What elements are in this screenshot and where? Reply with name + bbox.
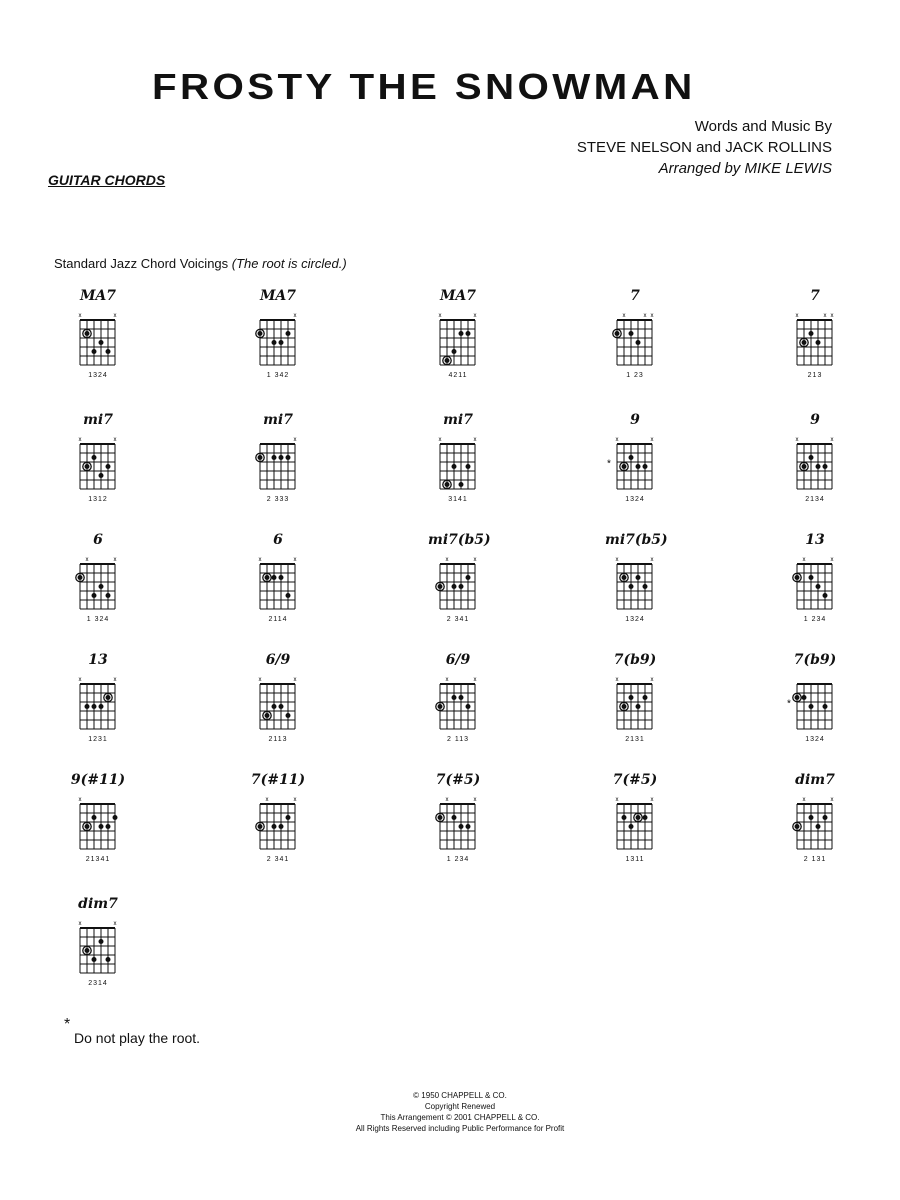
finger-dot [92,455,97,460]
finger-dot [809,455,814,460]
mute-mark: x [473,313,477,319]
mute-mark: x [258,677,262,683]
chord-name: 6 [93,532,103,548]
finger-dot [636,575,641,580]
finger-dot [816,340,821,345]
finger-dot [272,455,277,460]
chord-name: mi7 [263,412,293,428]
mute-mark: x [615,797,619,803]
fingering: 2 341 [266,856,290,863]
finger-dot [258,824,263,829]
mute-mark: x [473,437,477,443]
chord-name: 7(#11) [250,772,306,788]
finger-dot [85,331,90,336]
no-root-asterisk: * [607,458,611,470]
finger-dot [279,824,284,829]
fretboard-grid [605,672,667,736]
mute-mark: x [650,797,654,803]
finger-dot [99,340,104,345]
finger-dot [622,464,627,469]
chord-name: 6/9 [445,652,471,668]
fretboard-grid [428,308,490,372]
finger-dot [816,464,821,469]
finger-dot [802,340,807,345]
finger-dot [466,331,471,336]
composers: STEVE NELSON and JACK ROLLINS [576,139,832,156]
fretboard-grid [428,552,490,616]
fretboard-grid [605,308,667,372]
finger-dot [258,331,263,336]
chord-name: 13 [88,652,108,668]
finger-dot [823,593,828,598]
finger-dot [279,704,284,709]
finger-dot [629,331,634,336]
chord-name: 7 [810,288,820,304]
finger-dot [258,455,263,460]
finger-dot [636,340,641,345]
fretboard-grid [785,432,847,496]
fretboard-grid [785,308,847,372]
fingering: 1 324 [86,616,110,623]
mute-mark: x [622,313,626,319]
finger-dot [438,584,443,589]
finger-dot [636,464,641,469]
finger-dot [279,340,284,345]
mute-mark: x [802,797,806,803]
finger-dot [452,815,457,820]
fretboard-grid [248,552,310,616]
fingering: 2 341 [446,616,470,623]
finger-dot [113,815,118,820]
no-root-asterisk: * [787,698,791,710]
chord-name: dim7 [78,896,118,912]
finger-dot [92,815,97,820]
mute-mark: x [78,797,82,803]
finger-dot [99,473,104,478]
fretboard-grid [605,792,667,856]
fingering: 1231 [88,736,108,743]
mute-mark: x [438,437,442,443]
fretboard-grid [785,672,847,736]
copyright [250,1090,670,1134]
mute-mark: x [78,313,82,319]
mute-mark: x [473,797,477,803]
chord-name: 13 [805,532,825,548]
section-heading: GUITAR CHORDS [48,172,166,188]
fretboard-grid [248,792,310,856]
mute-mark: x [78,677,82,683]
song-title: FROSTY THE SNOWMAN [152,66,696,107]
finger-dot [286,331,291,336]
mute-mark: x [258,557,262,563]
mute-mark: x [795,313,799,319]
fretboard-grid [605,552,667,616]
fretboard-grid [428,432,490,496]
fingering: 1311 [625,856,645,863]
finger-dot [809,704,814,709]
fingering: 1312 [88,496,108,503]
fretboard-grid [248,432,310,496]
finger-dot [809,815,814,820]
fingering: 2 113 [447,736,469,743]
fingering: 21341 [85,856,111,863]
intro-main: Standard Jazz Chord Voicings [54,256,232,271]
fretboard-grid [68,916,130,980]
finger-dot [466,575,471,580]
finger-dot [452,584,457,589]
finger-dot [643,584,648,589]
chord-name: MA7 [259,288,297,304]
chord-name: 9 [630,412,640,428]
mute-mark: x [650,677,654,683]
chord-name: 7(b9) [793,652,837,668]
finger-dot [92,593,97,598]
mute-mark: x [830,437,834,443]
footnote-text: Do not play the root. [74,1030,201,1046]
finger-dot [629,455,634,460]
fretboard-grid [428,672,490,736]
finger-dot [459,331,464,336]
chord-name: mi7 [83,412,113,428]
mute-mark: x [615,437,619,443]
finger-dot [816,584,821,589]
mute-mark: x [293,437,297,443]
finger-dot [438,704,443,709]
finger-dot [466,464,471,469]
mute-mark: x [823,313,827,319]
finger-dot [795,695,800,700]
finger-dot [459,584,464,589]
chord-name: MA7 [79,288,117,304]
finger-dot [92,957,97,962]
mute-mark: x [445,557,449,563]
finger-dot [629,824,634,829]
finger-dot [438,815,443,820]
mute-mark: x [293,557,297,563]
finger-dot [629,584,634,589]
finger-dot [823,704,828,709]
finger-dot [85,824,90,829]
finger-dot [809,575,814,580]
mute-mark: x [830,797,834,803]
intro-note: (The root is circled.) [231,256,347,271]
fingering: 2 333 [266,496,290,503]
mute-mark: x [445,797,449,803]
fretboard-grid [68,792,130,856]
fingering: 1324 [88,372,108,379]
chord-name: mi7(b5) [605,532,668,548]
finger-dot [809,331,814,336]
finger-dot [795,824,800,829]
copyright-line: Copyright Renewed [424,1102,496,1111]
chord-name: 7(b9) [613,652,657,668]
mute-mark: x [615,677,619,683]
mute-mark: x [830,557,834,563]
finger-dot [466,824,471,829]
copyright-line: © 1950 CHAPPELL & CO. [413,1091,507,1100]
finger-dot [99,939,104,944]
fretboard-grid [428,792,490,856]
finger-dot [286,713,291,718]
chord-name: 7 [630,288,640,304]
finger-dot [99,824,104,829]
finger-dot [286,455,291,460]
fretboard-grid [68,308,130,372]
finger-dot [92,349,97,354]
finger-dot [816,824,821,829]
finger-dot [636,704,641,709]
fingering: 2114 [268,616,288,623]
fretboard-grid [248,308,310,372]
finger-dot [265,713,270,718]
mute-mark: x [650,437,654,443]
finger-dot [106,824,111,829]
intro-text [54,256,347,271]
mute-mark: x [802,557,806,563]
finger-dot [265,575,270,580]
chord-name: dim7 [795,772,835,788]
chord-name: 9 [810,412,820,428]
mute-mark: x [445,677,449,683]
arranger: Arranged by MIKE LEWIS [658,160,832,177]
chord-name: 7(#5) [612,772,658,788]
mute-mark: x [113,437,117,443]
finger-dot [643,695,648,700]
copyright-line: This Arrangement © 2001 CHAPPELL & CO. [380,1113,540,1122]
finger-dot [823,464,828,469]
finger-dot [78,575,83,580]
finger-dot [92,704,97,709]
finger-dot [622,815,627,820]
fretboard-grid [68,432,130,496]
fretboard-grid [785,792,847,856]
chord-name: 6 [273,532,283,548]
fingering: 3141 [448,496,468,503]
fingering: 1 23 [626,372,644,379]
asterisk: * [64,1016,71,1033]
finger-dot [106,593,111,598]
mute-mark: x [473,557,477,563]
finger-dot [106,464,111,469]
mute-mark: x [438,313,442,319]
finger-dot [629,695,634,700]
mute-mark: x [473,677,477,683]
mute-mark: x [615,557,619,563]
finger-dot [615,331,620,336]
finger-dot [643,815,648,820]
mute-mark: x [795,437,799,443]
finger-dot [85,464,90,469]
mute-mark: x [113,921,117,927]
finger-dot [466,704,471,709]
finger-dot [452,349,457,354]
finger-dot [445,358,450,363]
finger-dot [106,349,111,354]
fretboard-grid [68,672,130,736]
finger-dot [279,575,284,580]
finger-dot [85,704,90,709]
fingering: 2113 [268,736,288,743]
finger-dot [106,957,111,962]
mute-mark: x [293,313,297,319]
chord-name: mi7 [443,412,473,428]
mute-mark: x [830,313,834,319]
finger-dot [622,704,627,709]
finger-dot [643,464,648,469]
finger-dot [272,340,277,345]
credits-line: Words and Music By [694,118,832,135]
finger-dot [286,593,291,598]
fingering: 2 131 [803,856,827,863]
finger-dot [802,695,807,700]
finger-dot [452,695,457,700]
credits [577,116,832,179]
finger-dot [272,704,277,709]
fingering: 1 234 [446,856,470,863]
fingering: 1 342 [266,372,290,379]
finger-dot [272,824,277,829]
finger-dot [622,575,627,580]
mute-mark: x [293,797,297,803]
finger-dot [85,948,90,953]
finger-dot [459,695,464,700]
finger-dot [106,695,111,700]
mute-mark: x [650,313,654,319]
chord-name: 6/9 [265,652,291,668]
fretboard-grid [605,432,667,496]
finger-dot [99,584,104,589]
fingering: 1324 [805,736,825,743]
fingering: 213 [807,372,823,379]
mute-mark: x [265,797,269,803]
fingering: 1324 [625,496,645,503]
chord-name: 9(#11) [70,772,126,788]
finger-dot [279,455,284,460]
finger-dot [802,464,807,469]
finger-dot [452,464,457,469]
finger-dot [286,815,291,820]
finger-dot [823,815,828,820]
mute-mark: x [78,437,82,443]
finger-dot [459,482,464,487]
fretboard-grid [248,672,310,736]
fretboard-grid [68,552,130,616]
mute-mark: x [293,677,297,683]
finger-dot [795,575,800,580]
fingering: 2314 [88,980,108,987]
mute-mark: x [113,677,117,683]
fingering: 4211 [448,372,468,379]
mute-mark: x [85,557,89,563]
mute-mark: x [113,557,117,563]
fingering: 1324 [625,616,645,623]
fingering: 2134 [805,496,825,503]
finger-dot [99,704,104,709]
fingering: 2131 [625,736,645,743]
mute-mark: x [643,313,647,319]
fretboard-grid [785,552,847,616]
chord-name: 7(#5) [435,772,481,788]
mute-mark: x [113,313,117,319]
mute-mark: x [78,921,82,927]
copyright-line: All Rights Reserved including Public Performance for Profit [355,1124,565,1133]
finger-dot [459,824,464,829]
chord-name: MA7 [439,288,477,304]
finger-dot [636,815,641,820]
finger-dot [445,482,450,487]
chord-name: mi7(b5) [428,532,491,548]
fingering: 1 234 [803,616,827,623]
finger-dot [272,575,277,580]
mute-mark: x [650,557,654,563]
